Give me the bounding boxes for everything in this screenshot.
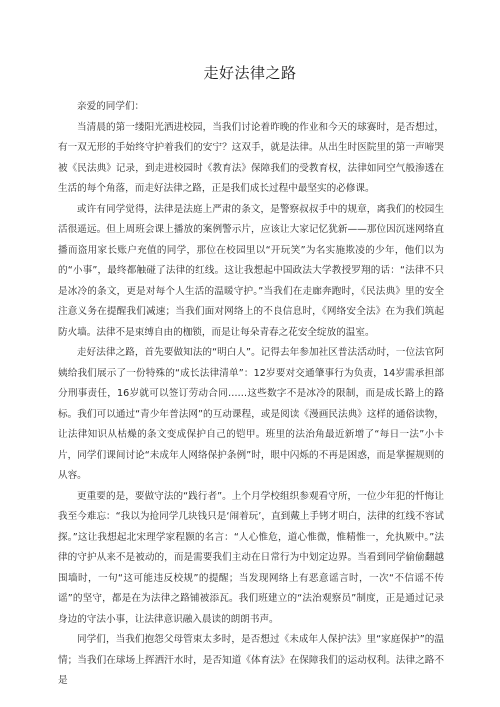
paragraph: 走好法律之路，首先要做知法的“明白人”。记得去年参加社区普法活动时，一位法官阿姨给我们展示了一份特殊的“成长法律清单”：12岁要对交通肇事行为负责，14岁需承担部分刑事责任，16岁就可以签订劳动合同……这些数字不是冰冷的限制，而是成长路上的路标。我们可以通过“青少年普法网”的互动课程，或是阅读《漫画民法典》这样的通俗读物，让法律知识从枯燥的条文变成保护自己的铠甲。班里的法治角最近新增了“每日一法”小卡片，同学们课间讨论“未成年人网络保护条例”时，眼中闪烁的不再是困惑，而是掌握规则的从容。: [58, 347, 444, 481]
document-title: 走好法律之路: [203, 64, 297, 82]
paragraph: 更重要的是，要做守法的“践行者”。上个月学校组织参观看守所，一位少年犯的忏悔让我至今难忘：“我以为抢同学几块钱只是‘闹着玩’，直到戴上手铐才明白，法律的红线不容试探。”这让我想起北宋理学家程颢的名言：“人心惟危，道心惟微，惟精惟一，允执厥中。”法律的守护从来不是被动的，而是需要我们主动在日常行为中划定边界。当看到同学偷偷翻越围墙时，一句“这可能违反校规”的提醒；当发现网络上有恶意谣言时，一次“不信谣不传谣”的坚守，都是在为法律之路铺被添瓦。我们班建立的“法治观察员”制度，正是通过记录身边的守法小事，让法律意识融入晨读的朗朗书声。: [58, 490, 444, 625]
paragraph: 当清晨的第一缕阳光洒进校园，当我们讨论着昨晚的作业和今天的球赛时，是否想过，有一双无形的手始终守护着我们的安宁？这双手，就是法律。从出生时医院里的第一声啼哭被《民法典》记录，到走进校园时《教育法》保障我们的受教育权，法律如同空气般渗透在生活的每个角落，而走好法律之路，正是我们成长过程中最坚实的必修课。: [58, 121, 444, 194]
salutation: 亲爱的同学们：: [77, 101, 145, 112]
document-body: [58, 97, 444, 692]
paragraph: 或许有同学觉得，法律是法庭上严肃的条文，是警察叔叔手中的规章，离我们的校园生活很遥远。但上周班会课上播放的案例警示片，应该让大家记忆犹新——那位因沉迷网络直播而盗用家长账户充值的同学，那位在校园里以“开玩笑”为名实施欺凌的少年，他们以为的“小事”，最终都触碰了法律的红线。这让我想起中国政法大学教授罗翔的话：“法律不只是冰冷的条文，更是对每个人生活的温暖守护。”当我们在走廊奔跑时，《民法典》里的安全注意义务在提醒我们减速；当我们面对网络上的不良信息时，《网络安全法》在为我们筑起防火墙。法律不是束缚自由的枷锁，而是让每朵青春之花安全绽放的温室。: [58, 203, 444, 338]
paragraph: 同学们，当我们抱怨父母管束太多时，是否想过《未成年人保护法》里“家庭保护”的温情；当我们在球场上挥洒汗水时，是否知道《体育法》在保障我们的运动权利。法律之路不是: [58, 634, 444, 686]
